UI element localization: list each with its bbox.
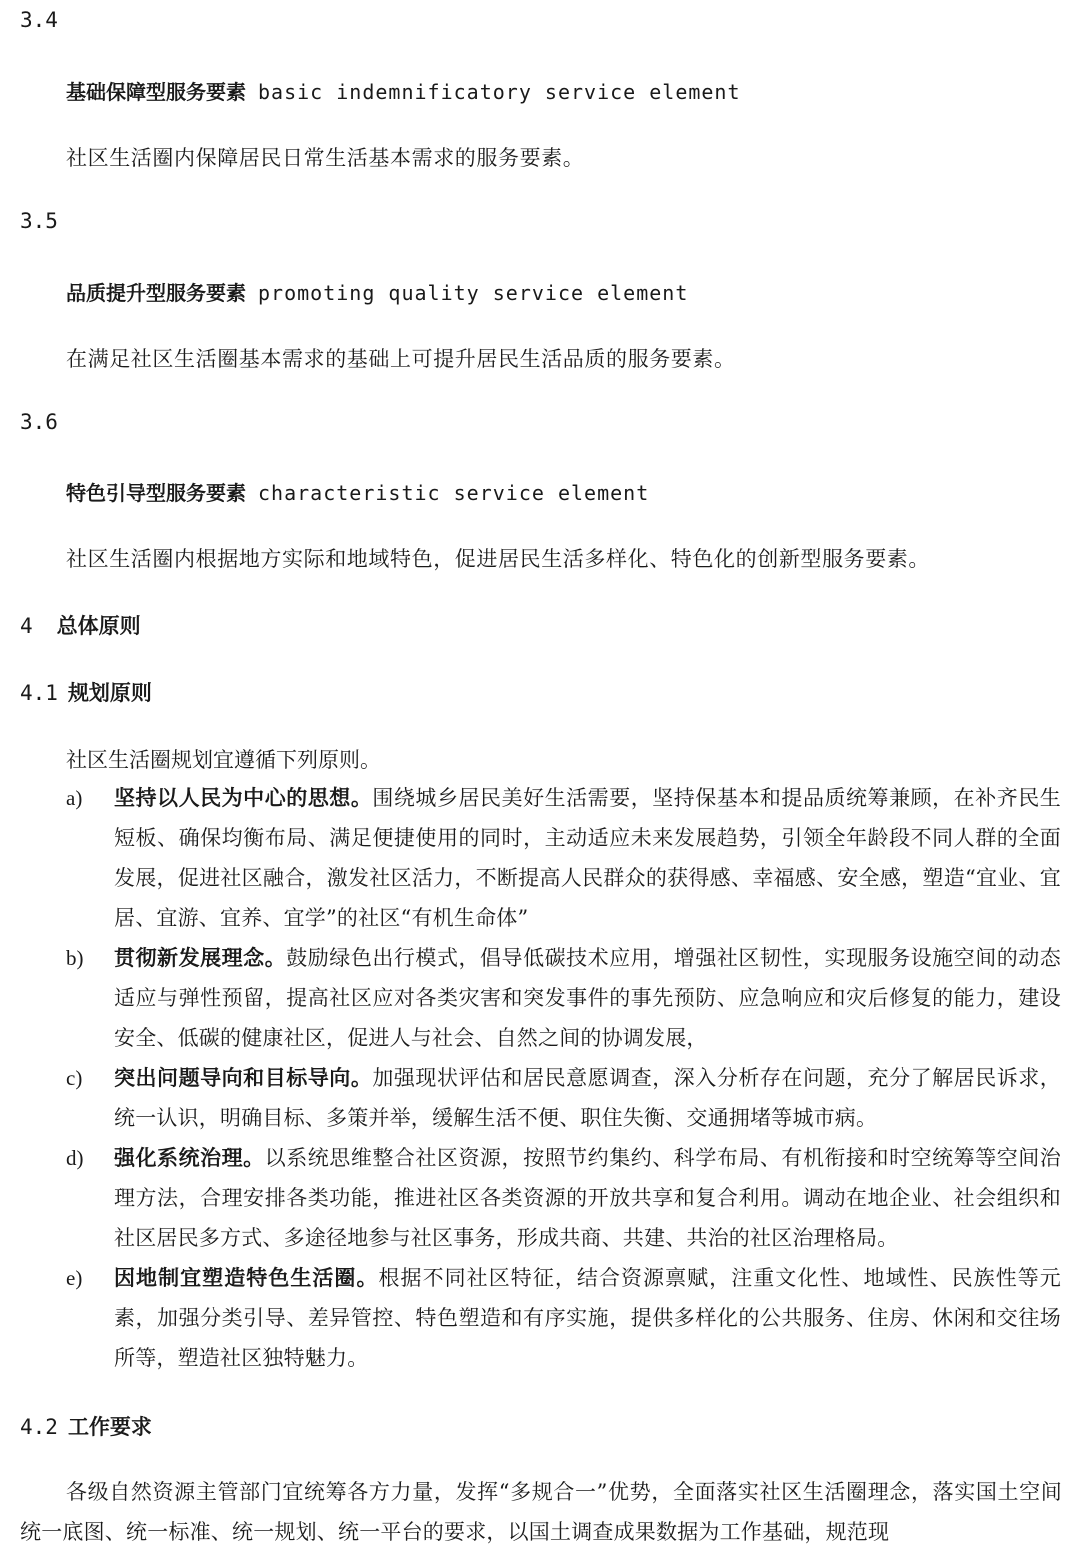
item-heading: 坚持以人民为中心的思想。 [114, 786, 373, 810]
term-3-4 [66, 76, 741, 105]
section-heading-4 [20, 610, 141, 640]
item-heading: 强化系统治理。 [114, 1146, 265, 1170]
section-title: 总体原则 [56, 614, 141, 638]
section-number: 4.2 [20, 1415, 58, 1439]
section-heading-4-2 [20, 1411, 152, 1441]
item-text: 根据不同社区特征，结合资源禀赋，注重文化性、地域性、民族性等元素，加强分类引导、差异管控、特色塑造和有序实施，提供多样化的公共服务、住房、休闲和交往场所等，塑造社区独特魅力。 [114, 1266, 1061, 1370]
term-cn: 基础保障型服务要素 [66, 80, 246, 104]
item-label: a) [66, 786, 83, 810]
principle-item-c [66, 1058, 1061, 1138]
section-title: 工作要求 [67, 1415, 152, 1439]
term-3-6 [66, 477, 649, 506]
work-requirements-paragraph: 各级自然资源主管部门宜统筹各方力量，发挥“多规合一”优势，全面落实社区生活圈理念，落实国土空间统一底图、统一标准、统一规划、统一平台的要求，以国土调查成果数据为工作基础，规范现 [20, 1480, 1062, 1544]
section-number: 4.1 [20, 681, 58, 705]
item-text: 围绕城乡居民美好生活需要，坚持保基本和提品质统筹兼顾，在补齐民生短板、确保均衡布局、满足便捷使用的同时，主动适应未来发展趋势，引领全年龄段不同人群的全面发展，促进社区融合，激发社区活力，不断提高人民群众的获得感、幸福感、安全感，塑造“宜业、宜居、宜游、宜养、宜学”的社区“有机生命体” [114, 786, 1061, 930]
item-heading: 贯彻新发展理念。 [114, 946, 287, 970]
principles-intro: 社区生活圈规划宜遵循下列原则。 [66, 748, 381, 772]
term-en: basic indemnificatory service element [258, 80, 741, 104]
term-cn: 特色引导型服务要素 [66, 481, 246, 505]
item-label: c) [66, 1066, 83, 1090]
principle-item-e [66, 1258, 1061, 1378]
principle-item-a [66, 778, 1061, 938]
item-label: b) [66, 946, 84, 970]
section-heading-4-1 [20, 677, 152, 707]
term-cn: 品质提升型服务要素 [66, 281, 246, 305]
principle-item-b [66, 938, 1061, 1058]
item-label: e) [66, 1266, 83, 1290]
item-label: d) [66, 1146, 84, 1170]
definition-3-4: 社区生活圈内保障居民日常生活基本需求的服务要素。 [66, 146, 585, 170]
section-title: 规划原则 [67, 681, 152, 705]
section-number: 4 [20, 614, 33, 638]
definition-3-5: 在满足社区生活圈基本需求的基础上可提升居民生活品质的服务要素。 [66, 347, 736, 371]
item-text: 鼓励绿色出行模式，倡导低碳技术应用，增强社区韧性，实现服务设施空间的动态适应与弹性预留，提高社区应对各类灾害和突发事件的事先预防、应急响应和灾后修复的能力，建设安全、低碳的健康社区，促进人与社会、自然之间的协调发展， [114, 946, 1061, 1050]
item-text: 加强现状评估和居民意愿调查，深入分析存在问题，充分了解居民诉求，统一认识，明确目标、多策并举，缓解生活不便、职住失衡、交通拥堵等城市病。 [114, 1066, 1061, 1130]
clause-number-3-5: 3.5 [20, 209, 58, 233]
principle-item-d [66, 1138, 1061, 1258]
item-heading: 因地制宜塑造特色生活圈。 [114, 1266, 379, 1290]
item-text: 以系统思维整合社区资源，按照节约集约、科学布局、有机衔接和时空统筹等空间治理方法，合理安排各类功能，推进社区各类资源的开放共享和复合利用。调动在地企业、社会组织和社区居民多方式、多途径地参与社区事务，形成共商、共建、共治的社区治理格局。 [114, 1146, 1061, 1250]
term-en: characteristic service element [258, 481, 650, 505]
term-en: promoting quality service element [258, 281, 689, 305]
item-heading: 突出问题导向和目标导向。 [114, 1066, 373, 1090]
clause-number-3-4: 3.4 [20, 8, 58, 32]
term-3-5 [66, 277, 688, 306]
clause-number-3-6: 3.6 [20, 410, 58, 434]
definition-3-6: 社区生活圈内根据地方实际和地域特色，促进居民生活多样化、特色化的创新型服务要素。 [66, 547, 930, 571]
